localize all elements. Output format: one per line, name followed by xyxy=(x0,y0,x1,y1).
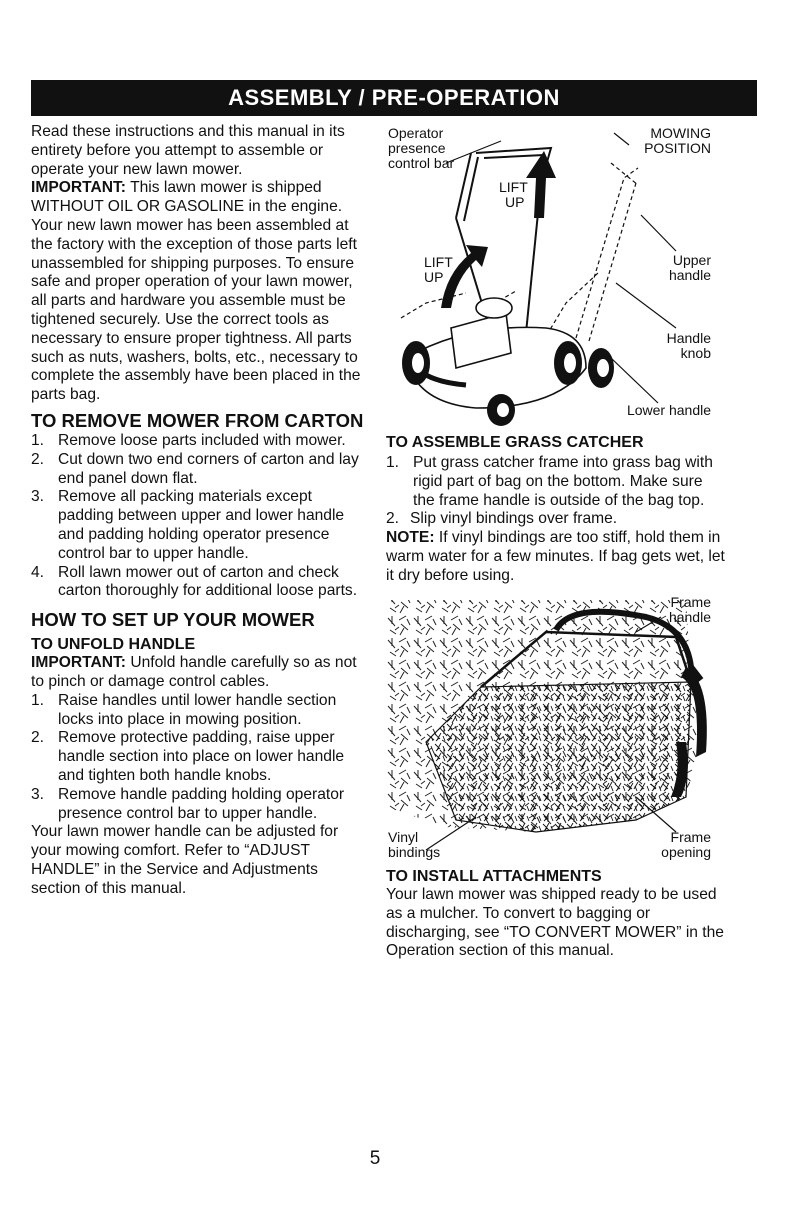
step-text: Remove protective padding, raise upper handle section into place on lower handle and tighten both handle knobs. xyxy=(58,729,345,784)
upper-handle-line2: handle xyxy=(668,267,711,283)
right-column-lower xyxy=(386,867,726,961)
step-text: Cut down two end corners of carton and lay end panel down flat. xyxy=(58,450,359,487)
factory-paragraph: Your new lawn mower has been assembled at the factory with the exception of those parts left unassembled for shipping purposes. To ensure safe and proper operation of your lawn mower, all parts and hardware you assemble must be tightened securely. Use the correct tools as necessary to ensure proper tightness. All parts such as nuts, washers, bolts, etc., necessary to complete the assembly have been placed in the parts bag. xyxy=(31,216,361,404)
unfold-handle-steps xyxy=(31,692,366,824)
operator-label-line1: Operator xyxy=(388,125,444,141)
upper-handle-line1: Upper xyxy=(672,252,711,268)
important-paragraph xyxy=(31,179,366,217)
step-number: 1. xyxy=(386,454,400,471)
grass-bag-front xyxy=(426,682,691,832)
frame-handle-line1: Frame xyxy=(670,594,711,610)
list-item xyxy=(31,488,366,563)
note-label: NOTE: xyxy=(386,529,435,547)
wheel-front-right xyxy=(554,341,582,385)
remove-carton-heading: TO REMOVE MOWER FROM CARTON xyxy=(31,409,364,431)
wheel-rear-right xyxy=(588,348,614,388)
step-text: Raise handles until lower handle section locks into place in mowing position. xyxy=(58,691,337,728)
unfold-handle-heading: TO UNFOLD HANDLE xyxy=(31,636,196,654)
unfold-important-label: IMPORTANT: xyxy=(31,654,126,672)
operator-label-line2: presence xyxy=(388,140,446,156)
step-number: 1. xyxy=(31,431,45,449)
grass-catcher-figure xyxy=(386,592,731,864)
handle-knob-line2: knob xyxy=(680,345,711,361)
lift-up-top-line1: LIFT xyxy=(499,179,528,195)
grass-catcher-steps xyxy=(386,454,726,529)
list-item xyxy=(31,786,366,824)
step-number: 3. xyxy=(31,785,45,803)
handle-knob-line1: Handle xyxy=(666,330,711,346)
list-item xyxy=(31,729,366,785)
note-paragraph xyxy=(386,529,726,585)
wheel-rear-center xyxy=(487,394,515,426)
wheel-front-left xyxy=(402,341,430,385)
step-number: 2. xyxy=(31,450,45,468)
step-number: 2. xyxy=(386,510,400,528)
frame-handle-line2: handle xyxy=(668,609,711,625)
mower-handle-figure xyxy=(386,123,731,428)
list-item xyxy=(31,692,366,730)
setup-heading: HOW TO SET UP YOUR MOWER xyxy=(31,609,315,631)
step-number: 2. xyxy=(31,729,45,747)
list-item xyxy=(31,451,366,489)
adjust-handle-paragraph: Your lawn mower handle can be adjusted for your mowing comfort. Refer to “ADJUST HANDLE” in the Service and Adjustments section of this manual. xyxy=(31,823,339,897)
section-banner: ASSEMBLY / PRE-OPERATION xyxy=(31,80,757,116)
important-text: This lawn mower is shipped WITHOUT OIL OR GASOLINE in the engine. xyxy=(31,179,343,216)
step-text: Remove handle padding holding operator presence control bar to upper handle. xyxy=(58,785,345,822)
note-text: If vinyl bindings are too stiff, hold them in warm water for a few minutes. If bag gets wet, let it dry before using. xyxy=(386,529,725,584)
step-number: 4. xyxy=(31,563,45,581)
list-item xyxy=(386,510,726,529)
page-number: 5 xyxy=(369,1148,381,1169)
lift-up-left-line1: LIFT xyxy=(424,254,453,270)
mowing-position-line2: POSITION xyxy=(644,140,711,156)
remove-carton-steps xyxy=(31,432,366,601)
attachments-heading: TO INSTALL ATTACHMENTS xyxy=(386,868,602,885)
step-number: 1. xyxy=(31,691,45,709)
lift-up-top-line2: UP xyxy=(505,194,525,210)
step-text: Remove all packing materials except padding between upper and lower handle and padding holding operator presence control bar to upper handle. xyxy=(58,488,345,562)
frame-opening-line1: Frame xyxy=(670,829,711,845)
right-column-upper xyxy=(386,433,726,586)
lower-handle-label: Lower handle xyxy=(626,402,711,418)
step-number: 3. xyxy=(31,488,45,506)
attachments-paragraph: Your lawn mower was shipped ready to be used as a mulcher. To convert to bagging or discharging, see “TO CONVERT MOWER” in the Operation section of this manual. xyxy=(386,886,724,960)
step-text: Put grass catcher frame into grass bag with rigid part of bag on the bottom. Make sure the frame handle is outside of the bag top. xyxy=(413,454,713,509)
intro-paragraph: Read these instructions and this manual in its entirety before you attempt to assemble or operate your new lawn mower. xyxy=(31,123,345,178)
list-item xyxy=(31,564,366,602)
unfold-important-paragraph xyxy=(31,654,366,692)
grass-catcher-heading: TO ASSEMBLE GRASS CATCHER xyxy=(386,434,644,451)
list-item xyxy=(386,454,726,510)
vinyl-bindings-line2: bindings xyxy=(388,844,441,860)
step-text: Remove loose parts included with mower. xyxy=(58,431,346,449)
list-item xyxy=(31,432,366,451)
lift-up-left-line2: UP xyxy=(424,269,444,285)
frame-opening-line2: opening xyxy=(661,844,711,860)
unfold-important-text: Unfold handle carefully so as not to pinch or damage control cables. xyxy=(31,654,357,690)
step-text: Roll lawn mower out of carton and check carton thoroughly for additional loose parts. xyxy=(58,563,358,600)
mowing-position-line1: MOWING xyxy=(650,125,711,141)
left-column xyxy=(31,123,366,898)
operator-label-line3: control bar xyxy=(388,155,455,171)
step-text: Slip vinyl bindings over frame. xyxy=(410,510,618,528)
important-label: IMPORTANT: xyxy=(31,179,126,197)
vinyl-bindings-line1: Vinyl xyxy=(388,829,419,845)
lift-arrow-top-icon xyxy=(526,151,556,218)
